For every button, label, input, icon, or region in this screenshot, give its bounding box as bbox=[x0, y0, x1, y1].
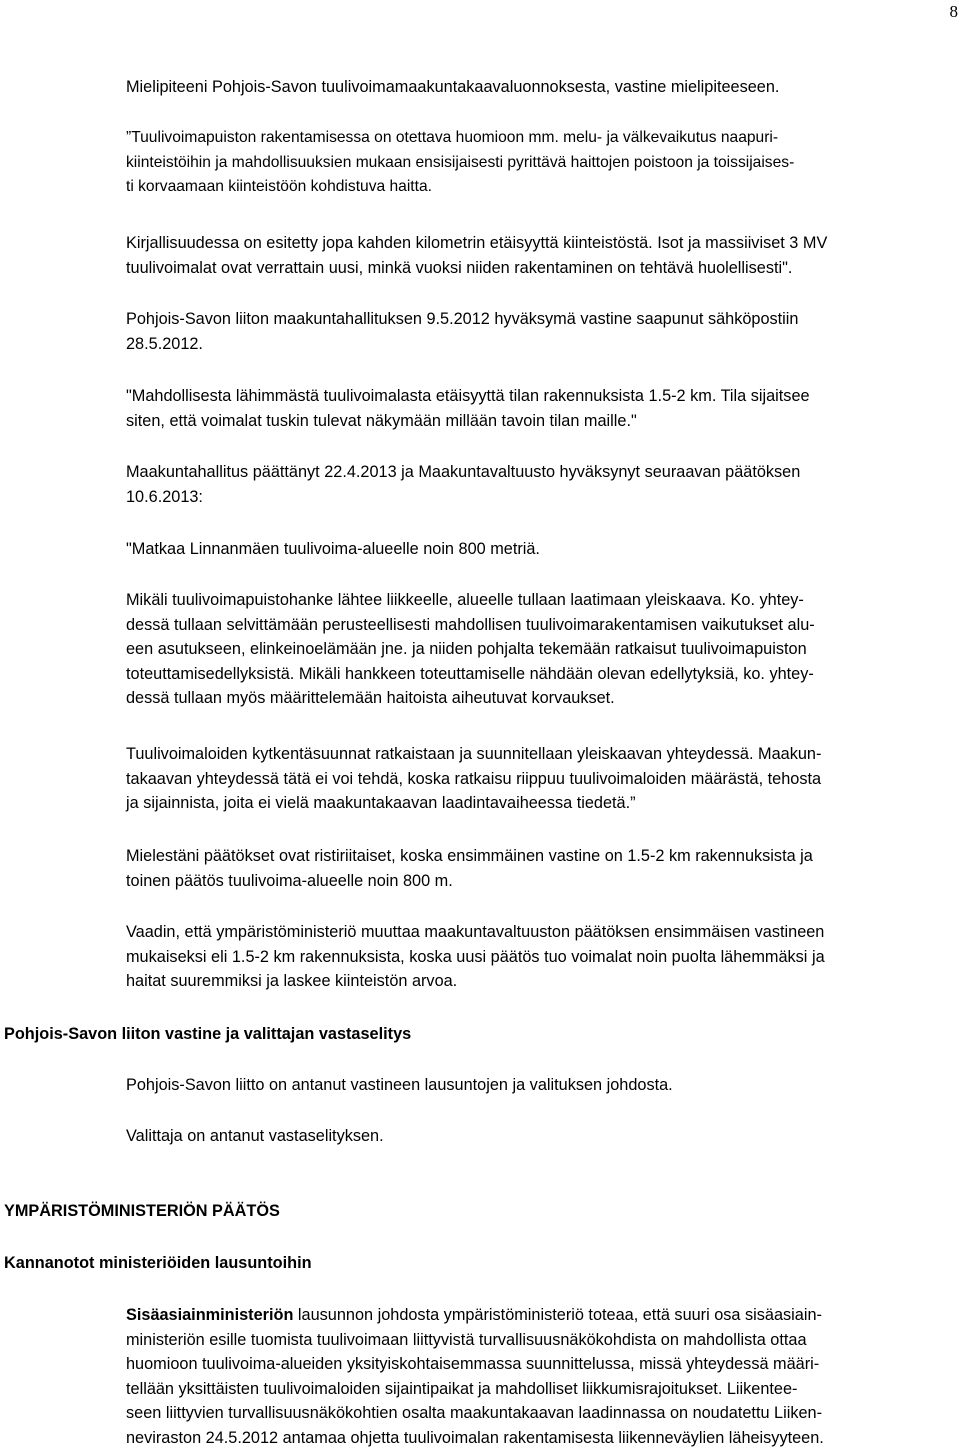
paragraph-response-received: Pohjois-Savon liiton maakuntahallituksen 9.5.2012 hyväksymä vastine saapunut sähköpostiin 28.5.2012. bbox=[126, 310, 799, 353]
paragraph-council-decision: Maakuntahallitus päättänyt 22.4.2013 ja Maakuntavaltuusto hyväksynyt seuraavan päätöksen 10.6.2013: bbox=[126, 463, 801, 506]
paragraph-response-quote: "Mahdollisesta lähimmästä tuulivoimalasta etäisyyttä tilan rakennuksista 1.5-2 km. Tila sijaitsee siten, että voimalat tuskin tulevat näkymään millään tavoin tilan maille." bbox=[126, 387, 810, 430]
paragraph-quote-opinion: ”Tuulivoimapuiston rakentamisessa on otettava huomioon mm. melu- ja välkevaikutus naapuri- kiinteistöihin ja mahdollisuuksien mukaan ensisijaisesti pyrittävä haittojen poistoon ja toissijaises- ti korvaamaan kiinteistöön kohdistuva haitta. bbox=[126, 129, 795, 195]
interior-ministry-text: lausunnon johdosta ympäristöministeriö toteaa, että suuri osa sisäasiain- ministeriön esille tuomista tuulivoimaan liittyvistä turvallisuusnäkökohdista on mahdollista ottaa huomioon tuulivoima-alueiden yksityiskohtaisemmassa suunnittelussa, missä yhteydessä määri- tellään yksittäisten tuulivoimaloiden sijaintipaikat ja mahdolliset liikkumisrajoitukset. Liikentee- seen liittyvien turvallisuusnäkökohtien osalta maakuntakaavan laadinnassa on noudatettu Liiken- neviraston 24.5.2012 antamaa ohjetta tuulivoimalan rakentamisesta liikenneväylien läheisyyteen. bbox=[126, 1306, 824, 1447]
paragraph-literature: Kirjallisuudessa on esitetty jopa kahden kilometrin etäisyyttä kiinteistöstä. Isot ja massiiviset 3 MV tuulivoimalat ovat verrattain uusi, minkä vuoksi niiden rakentaminen on tehtävä huolellisesti". bbox=[126, 234, 828, 277]
paragraph-interior-ministry bbox=[126, 1303, 940, 1450]
section-heading-statements: Kannanotot ministeriöiden lausuntoihin bbox=[4, 1254, 312, 1272]
section-heading-ministry-decision: YMPÄRISTÖMINISTERIÖN PÄÄTÖS bbox=[4, 1202, 280, 1220]
section-heading-vastine: Pohjois-Savon liiton vastine ja valittajan vastaselitys bbox=[4, 1025, 412, 1043]
paragraph-demand: Vaadin, että ympäristöministeriö muuttaa maakuntavaltuuston päätöksen ensimmäisen vastineen mukaiseksi eli 1.5-2 km rakennuksista, koska uusi päätös tuo voimalat noin puolta lähemmäksi ja haitat suuremmiksi ja laskee kiinteistön arvoa. bbox=[126, 923, 825, 990]
paragraph-distance-quote: "Matkaa Linnanmäen tuulivoima-alueelle noin 800 metriä. bbox=[126, 540, 540, 558]
paragraph-connections: Tuulivoimaloiden kytkentäsuunnat ratkaistaan ja suunnitellaan yleiskaavan yhteydessä. Maakun- takaavan yhteydessä tätä ei voi tehdä, koska ratkaisu riippuu tuulivoimaloiden määrästä, tehosta ja sijainnista, joita ei vielä maakuntakaavan laadintavaiheessa tiedetä.” bbox=[126, 745, 822, 812]
paragraph-vastine-given: Pohjois-Savon liitto on antanut vastineen lausuntojen ja valituksen johdosta. bbox=[126, 1076, 673, 1094]
paragraph-opinion-title: Mielipiteeni Pohjois-Savon tuulivoimamaakuntakaavaluonnoksesta, vastine mielipiteeseen. bbox=[126, 78, 780, 96]
page-number: 8 bbox=[949, 2, 958, 21]
interior-ministry-lead: Sisäasiainministeriön bbox=[126, 1306, 294, 1324]
paragraph-vastaselitys-given: Valittaja on antanut vastaselityksen. bbox=[126, 1127, 384, 1145]
paragraph-general-plan: Mikäli tuulivoimapuistohanke lähtee liikkeelle, alueelle tullaan laatimaan yleiskaava. Ko. yhtey- dessä tullaan selvittämään perusteellisesti mahdollisen tuulivoimarakentamisen vaikutukset alu- een asutukseen, elinkeinoelämään jne. ja niiden pohjalta tekemään ratkaisut tuulivoimapuiston toteuttamisedellyksistä. Mikäli hankkeen toteuttamiselle nähdään olevan edellytyksiä, ko. yhtey- dessä tullaan myös määrittelemään haitoista aiheutuvat korvaukset. bbox=[126, 591, 815, 707]
paragraph-contradiction: Mielestäni päätökset ovat ristiriitaiset, koska ensimmäinen vastine on 1.5-2 km rakennuksista ja toinen päätös tuulivoima-alueelle noin 800 m. bbox=[126, 847, 813, 890]
